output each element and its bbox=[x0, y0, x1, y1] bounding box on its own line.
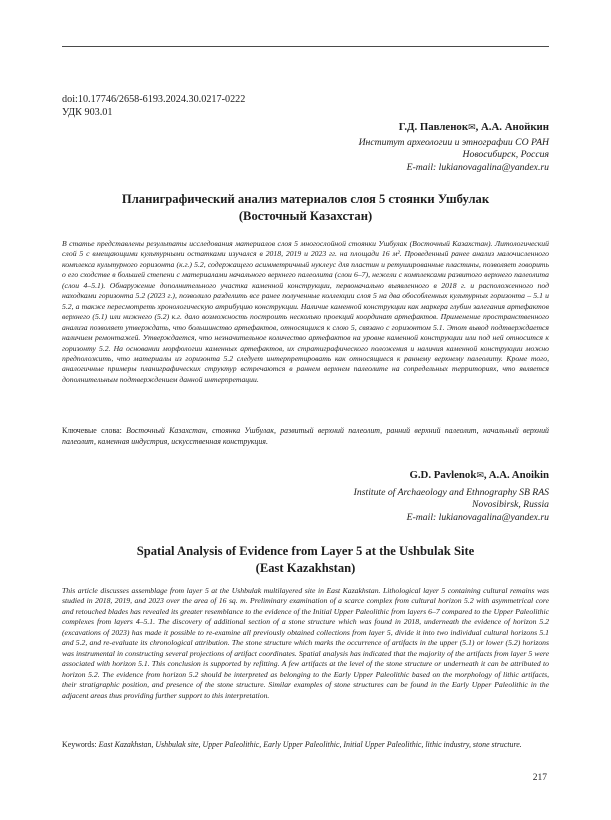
affiliation-en-city: Novosibirsk, Russia bbox=[472, 499, 549, 511]
affiliation-ru-institute: Институт археологии и этнографии СО РАН bbox=[358, 137, 549, 148]
affiliation-en-email: E-mail: lukianovagalina@yandex.ru bbox=[406, 511, 549, 523]
title-en-line1: Spatial Analysis of Evidence from Layer 5 at the Ushbulak Site bbox=[136, 544, 475, 558]
abstract-ru: В статье представлены результаты исследования материалов слоя 5 многослойной стоянки Ушбулак (Восточный Казахстан). Литологический слой 5 с вмещающими культурными остатками изучался в 2018, 2019 и 2023 гг. на площади 16 м². Проведенный ранее анализ малочисленного комплекса культурного горизонта (к.г.) 5.2, содержащего асимметричный нуклеус для пластин и ретушированные пластины, позволяет говорить о его сходстве в большей степени с материалами начального верхнего палеолита (слои 6–7), нежели с комплексами развитого верхнего палеолита (слои 4–5.1). Обнаружение дополнительного участка каменной конструкции, первоначально выявленного в 2018 г. и расположенного под находками горизонта 5.2 (2023 г.), позволило разделить все ранее полученные коллекции слоя 5 на два обособленных культурных горизонта – 5.1 и 5.2, а также пересмотреть хронологическую атрибуцию конструкции. Наличие каменной конструкции как маркера глубин залегания артефактов верхнего (5.1) или нижнего (5.2) к.г. дало возможность построить несколько проекций координат артефактов. Применение пространственного анализа позволяет утверждать, что большинство артефактов, относящихся к слою 5, связано с горизонтом 5.1. Этот вывод подтверждается наличием ремонтажей. Утверждается, что незначительное количество артефактов на уровне каменной конструкции или под ней относится к горизонту 5.2. На основании морфологии каменных артефактов, их стратиграфического положения и наличия каменной конструкции можно предположить, что материалы из горизонта 5.2 следует интерпретировать как относящиеся к раннему верхнему палеолиту. Кроме того, аналогичные примеры планиграфических структур встречаются в раннем верхнем палеолите на сопредельных территориях, что является дополнительным подтверждением данной интерпретации. bbox=[62, 239, 549, 384]
affiliation-ru-city: Новосибирск, Россия bbox=[462, 149, 549, 161]
title-en-line2: (East Kazakhstan) bbox=[255, 560, 356, 575]
affiliation-en-institute: Institute of Archaeology and Ethnography SB RAS bbox=[353, 487, 549, 498]
authors-ru bbox=[399, 121, 549, 134]
keywords-ru-text: Восточный Казахстан, стоянка Ушбулак, развитый верхний палеолит, ранний верхний палеолит, начальный верхний палеолит, каменная индустрия, искусственная конструкция. bbox=[62, 426, 549, 446]
authors-en bbox=[409, 469, 549, 482]
doi: doi:10.17746/2658-6193.2024.30.0217-0222 bbox=[62, 94, 246, 105]
abstract-en: This article discusses assemblage from layer 5 at the Ushbulak multilayered site in East Kazakhstan. Lithological layer 5 containing cultural remains was studied in 2018, 2019, and 2023 over the area of 16 sq. m. Preliminary examination of a scarce complex from cultural horizon 5.2 with asymmetrical core and retouched blades has revealed its greater resemblance to the evidence of the Initial Upper Paleolithic from layers 6–7 compared to the Upper Paleolithic complexes from layers 4–5.1. The discovery of additional section of a stone structure which was found in 2018, underneath the evidence of horizon 5.2 (excavations of 2023) has made it possible to re-examine all previously obtained collections from layer 5, divide it into two individual cultural horizons 5.1 and 5.2, and re-evaluate its chronological attribution. The stone structure which marks the occurrence of artifacts in the upper (5.1) or lower (5.2) horizons was instrumental in constructing several projections of artifact coordinates. Spatial analysis has indicated that the majority of the artifacts from layer 5 were associated with horizon 5.1. This conclusion is supported by refitting. A few artifacts at the level of the stone structure or underneath it can be attributed to horizon 5.2. The evidence from horizon 5.2 should be interpreted as belonging to the Early Upper Paleolithic based on the morphology of lithic artifacts, their stratigraphic position, and presence of the stone structure. Similar examples of stone structures can be found in the Early Upper Paleolithic in the adjacent areas thus providing further support to this interpretation. bbox=[62, 586, 549, 700]
author-en-second: , A.A. Anoikin bbox=[483, 469, 549, 481]
title-ru-line2: (Восточный Казахстан) bbox=[238, 208, 373, 223]
keywords-en bbox=[62, 740, 549, 751]
keywords-en-text: East Kazakhstan, Ushbulak site, Upper Paleolithic, Early Upper Paleolithic, Initial Upper Paleolithic, lithic industry, stone structure. bbox=[98, 740, 522, 749]
author-en-first: G.D. Pavlenok bbox=[409, 469, 477, 481]
title-en bbox=[62, 543, 549, 576]
keywords-ru-label: Ключевые слова: bbox=[62, 426, 127, 435]
udk: УДК 903.01 bbox=[62, 107, 113, 118]
author-ru-second: , А.А. Анойкин bbox=[475, 121, 549, 133]
email-envelope-icon: ✉ bbox=[468, 122, 476, 132]
title-ru-line1: Планиграфический анализ материалов слоя 5 стоянки Ушбулак bbox=[121, 192, 490, 206]
header-rule bbox=[62, 46, 549, 47]
author-ru-first: Г.Д. Павленок bbox=[398, 121, 469, 133]
keywords-en-label: Keywords: bbox=[62, 740, 99, 749]
keywords-ru bbox=[62, 426, 549, 447]
affiliation-ru-email: E-mail: lukianovagalina@yandex.ru bbox=[406, 161, 549, 173]
affiliation-en bbox=[354, 487, 549, 524]
affiliation-ru bbox=[359, 137, 549, 174]
email-envelope-icon: ✉ bbox=[476, 470, 484, 480]
title-ru bbox=[62, 191, 549, 224]
page-number: 217 bbox=[532, 773, 547, 783]
